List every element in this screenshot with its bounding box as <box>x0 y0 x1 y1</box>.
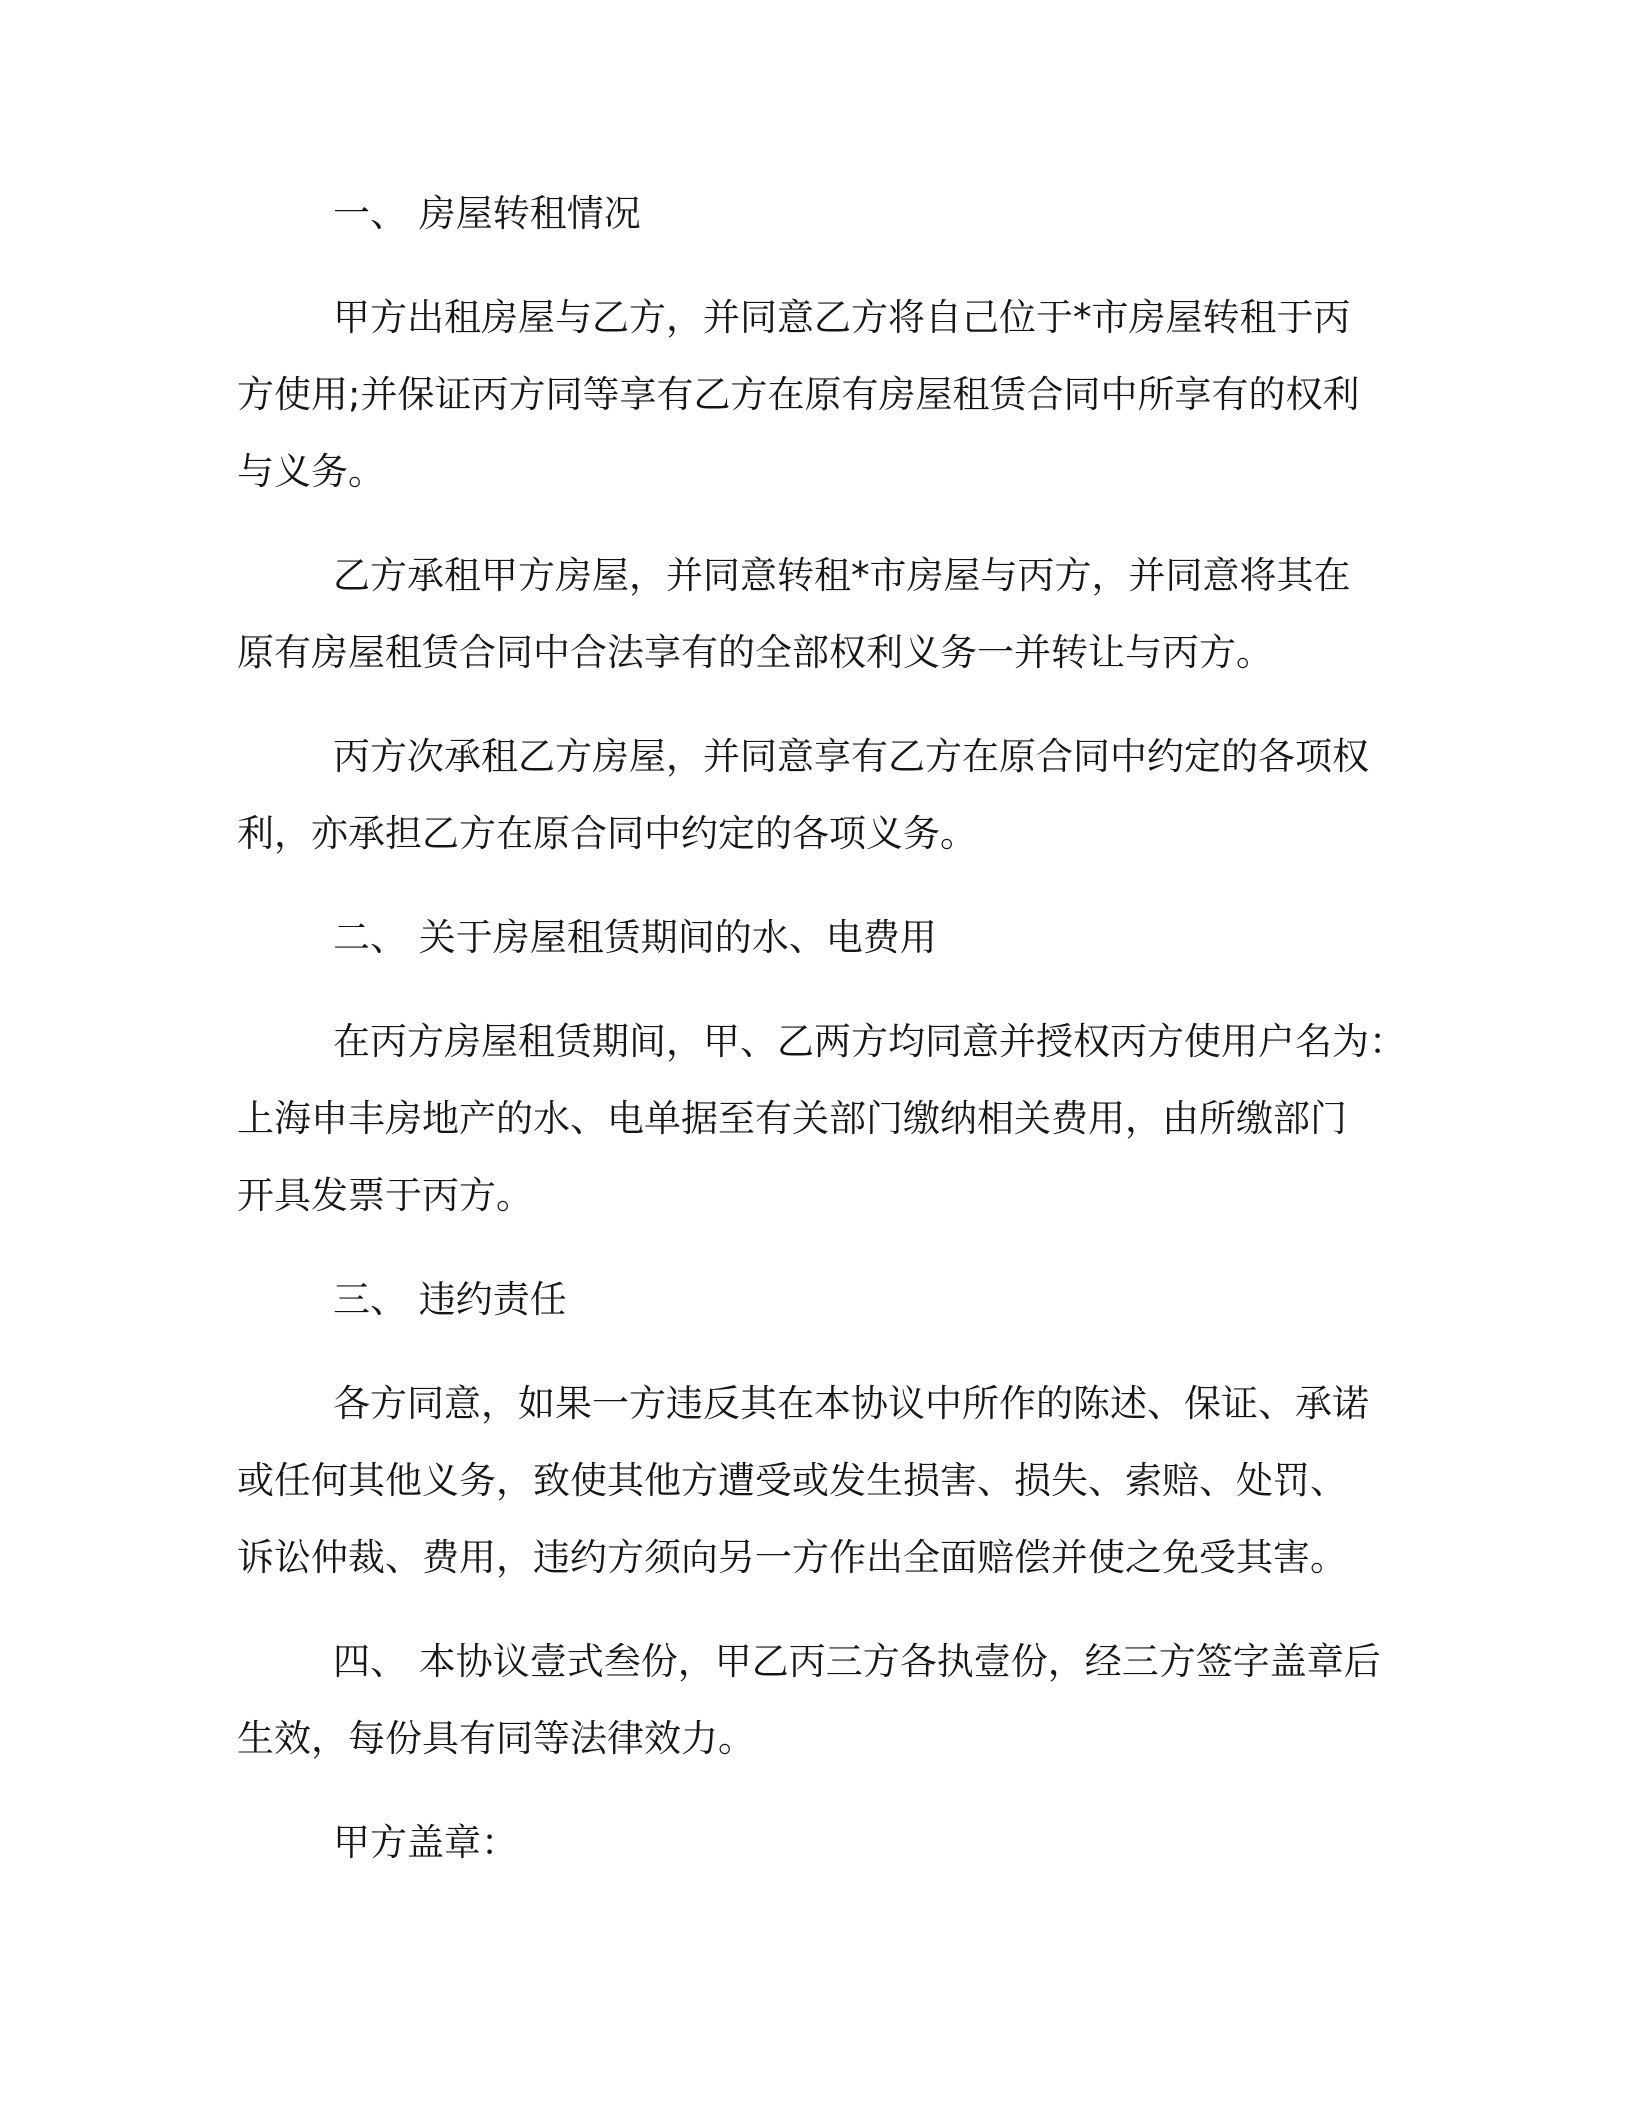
heading-line: 二、 关于房屋租赁期间的水、电费用 <box>333 916 937 959</box>
paragraph-line: 生效，每份具有同等法律效力。 <box>237 1717 755 1760</box>
paragraph-line: 四、 本协议壹式叁份，甲乙丙三方各执壹份，经三方签字盖章后 <box>333 1640 1381 1683</box>
body-paragraph-6 <box>237 1623 1432 1777</box>
paragraph-line: 乙方承租甲方房屋，并同意转租*市房屋与丙方，并同意将其在 <box>333 554 1351 597</box>
paragraph-line: 或任何其他义务，致使其他方遭受或发生损害、损失、索赔、处罚、 <box>237 1459 1347 1502</box>
paragraph-line: 方使用;并保证丙方同等享有乙方在原有房屋租赁合同中所享有的权利 <box>237 373 1360 416</box>
body-paragraph-3 <box>237 718 1432 872</box>
section-heading-1 <box>237 175 1432 252</box>
body-paragraph-2 <box>237 537 1432 691</box>
paragraph-line: 丙方次承租乙方房屋，并同意享有乙方在原合同中约定的各项权 <box>333 735 1369 778</box>
signature-label: 甲方盖章： <box>333 1821 518 1864</box>
heading-line: 一、 房屋转租情况 <box>333 192 641 235</box>
body-paragraph-1 <box>237 279 1432 510</box>
section-heading-2 <box>237 899 1432 976</box>
paragraph-line: 原有房屋租赁合同中合法享有的全部权利义务一并转让与丙方。 <box>237 631 1273 674</box>
paragraph-line: 与义务。 <box>237 450 385 493</box>
paragraph-line: 甲方出租房屋与乙方，并同意乙方将自己位于*市房屋转租于丙 <box>333 296 1351 339</box>
body-paragraph-5 <box>237 1365 1432 1596</box>
paragraph-line: 诉讼仲裁、费用，违约方须向另一方作出全面赔偿并使之免受其害。 <box>237 1536 1347 1579</box>
paragraph-line: 各方同意，如果一方违反其在本协议中所作的陈述、保证、承诺 <box>333 1382 1369 1425</box>
paragraph-line: 上海申丰房地产的水、电单据至有关部门缴纳相关费用，由所缴部门 <box>237 1097 1347 1140</box>
paragraph-line: 开具发票于丙方。 <box>237 1174 533 1217</box>
signature-block <box>237 1804 1432 1881</box>
paragraph-line: 在丙方房屋租赁期间，甲、乙两方均同意并授权丙方使用户名为： <box>333 1020 1406 1063</box>
body-paragraph-4 <box>237 1003 1432 1234</box>
section-heading-3 <box>237 1261 1432 1338</box>
heading-line: 三、 违约责任 <box>333 1278 567 1321</box>
paragraph-line: 利，亦承担乙方在原合同中约定的各项义务。 <box>237 812 977 855</box>
